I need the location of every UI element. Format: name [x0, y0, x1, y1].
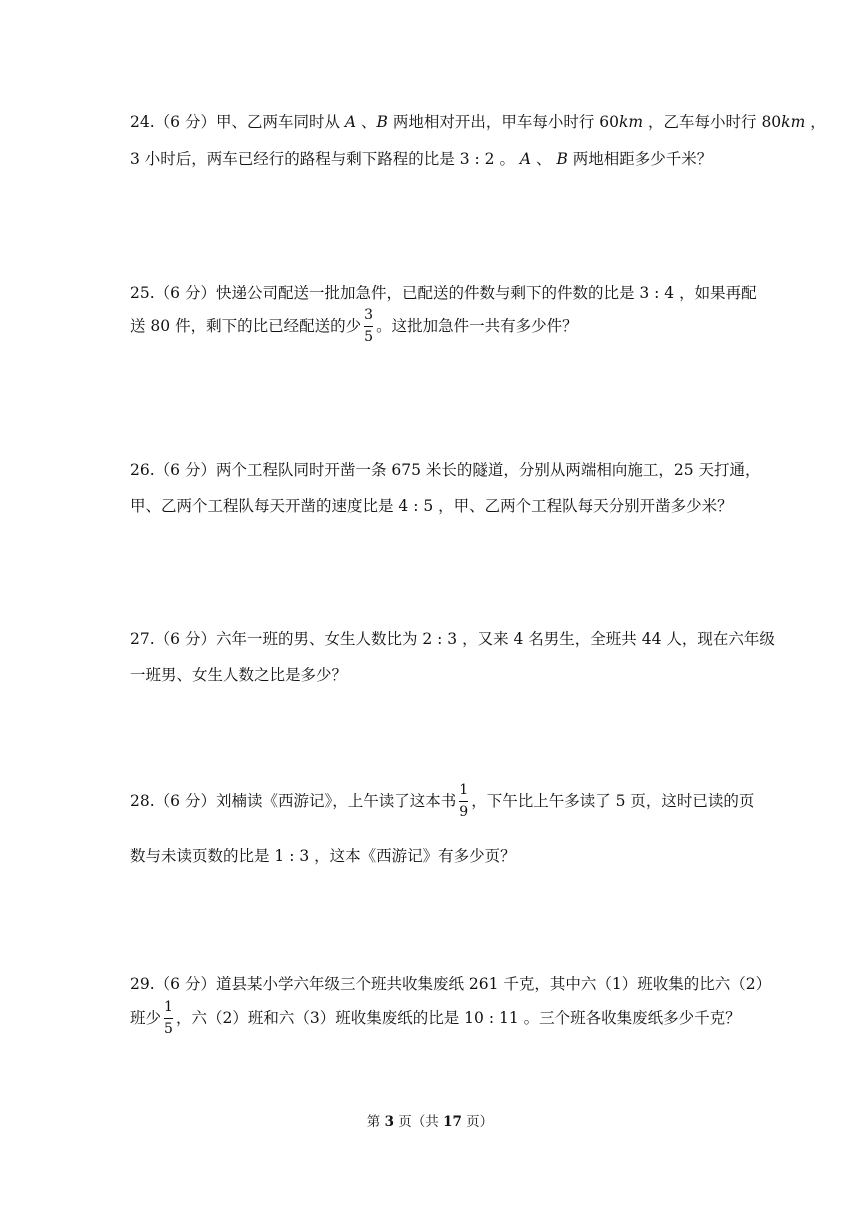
problem-28-line-2: 数与未读页数的比是 1 : 3 ，这本《西游记》有多少页？	[130, 847, 516, 865]
fraction-bar	[364, 326, 373, 327]
problem-25-line-1: 25.（6 分）快递公司配送一批加急件，已配送的件数与剩下的件数的比是 3 : 4 ，如果再配	[130, 284, 757, 302]
variable-a: A	[344, 113, 357, 131]
fraction-denominator: 9	[459, 804, 469, 820]
fraction-bar	[164, 1018, 173, 1019]
fraction-numerator: 1	[459, 782, 469, 798]
problem-24-line-2	[130, 147, 712, 171]
text: 24.（6 分）甲、乙两车同时从	[130, 113, 345, 131]
variable-b: B	[376, 113, 388, 131]
text: 班少	[130, 1009, 162, 1027]
problem-26-line-1: 26.（6 分）两个工程队同时开凿一条 675 米长的隧道，分别从两端相向施工，25 天打通，	[130, 461, 761, 479]
fraction-bar	[459, 801, 468, 802]
text: 、	[356, 113, 377, 131]
text: ，下午比上午多读了 5 页，这时已读的页	[471, 792, 755, 810]
footer-text: 页（共	[394, 1114, 444, 1130]
variable-a: A	[519, 150, 532, 168]
footer-text: 第	[366, 1114, 385, 1130]
fraction-denominator: 5	[364, 329, 374, 345]
problem-28-line-1	[130, 782, 754, 822]
text: 送 80 件，剩下的比已经配送的少	[130, 317, 362, 335]
problem-29-line-1: 29.（6 分）道县某小学六年级三个班共收集废纸 261 千克，其中六（1）班收集的比六（2）	[130, 975, 772, 993]
text: ，	[805, 113, 826, 131]
unit-km: km	[619, 113, 644, 131]
fraction	[458, 782, 469, 822]
text: ，六（2）班和六（3）班收集废纸的比是 10 : 11 。三个班各收集废纸多少千克？	[176, 1009, 741, 1027]
text: 。这批加急件一共有多少件？	[376, 317, 578, 335]
footer-text: 页）	[461, 1114, 494, 1130]
text: 3 小时后，两车已经行的路程与剩下路程的比是 3 : 2 。	[130, 150, 520, 168]
problem-29-line-2	[130, 999, 741, 1039]
variable-b: B	[556, 150, 568, 168]
text: 28.（6 分）刘楠读《西游记》，上午读了这本书	[130, 792, 457, 810]
problem-27-line-2: 一班男、女生人数之比是多少？	[130, 666, 348, 684]
total-page-count: 17	[443, 1114, 462, 1130]
unit-km: km	[781, 113, 806, 131]
current-page-number: 3	[384, 1114, 394, 1130]
fraction	[163, 999, 174, 1039]
fraction	[363, 307, 374, 347]
text: ，乙车每小时行 80	[643, 113, 782, 131]
text: 、	[531, 150, 557, 168]
problem-26-line-2: 甲、乙两个工程队每天开凿的速度比是 4 : 5 ，甲、乙两个工程队每天分别开凿多少米？	[130, 497, 733, 515]
problem-27-line-1: 27.（6 分）六年一班的男、女生人数比为 2 : 3 ，又来 4 名男生，全班共 44 人，现在六年级	[130, 630, 775, 648]
fraction-numerator: 3	[364, 307, 374, 323]
problem-25-line-2	[130, 307, 578, 347]
page-footer	[0, 1110, 860, 1130]
text: 两地相距多少千米？	[567, 150, 713, 168]
text: 两地相对开出，甲车每小时行 60	[387, 113, 619, 131]
fraction-denominator: 5	[164, 1021, 173, 1037]
fraction-numerator: 1	[164, 999, 173, 1015]
problem-24-line-1	[130, 110, 826, 134]
